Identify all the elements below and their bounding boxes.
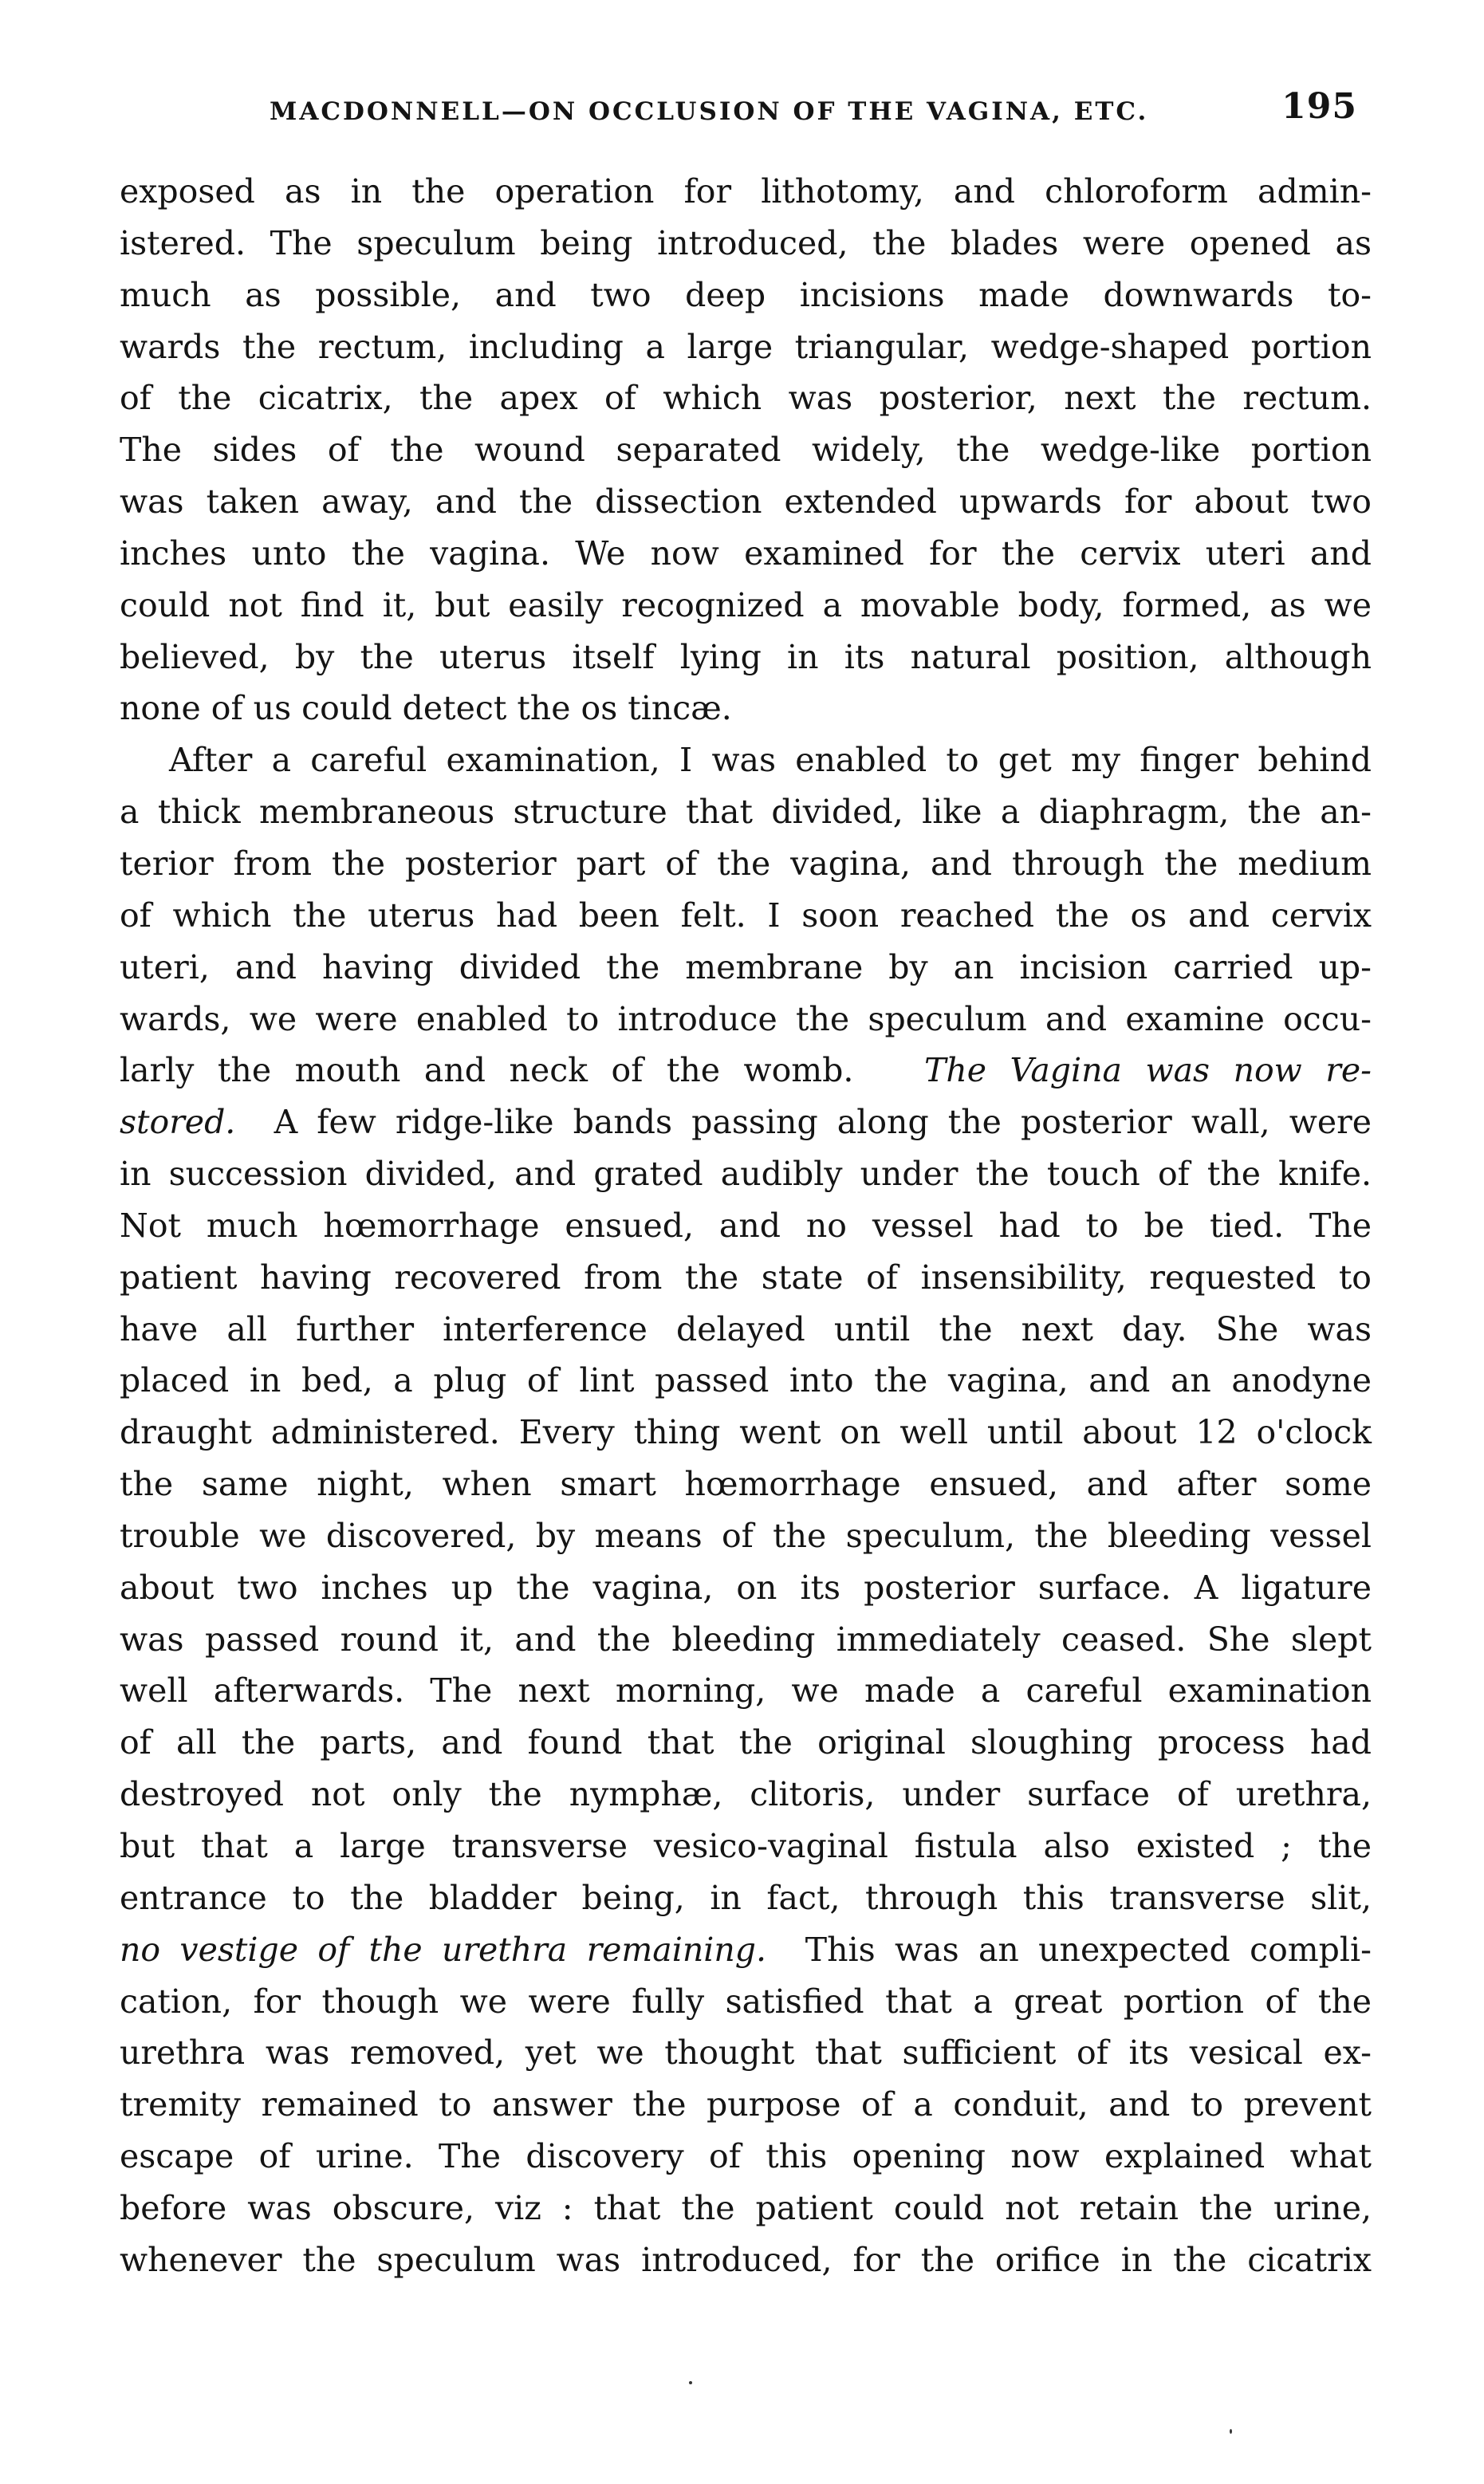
- text-line-paragraph-start: After a careful examination, I was enabled to get my finger behind: [169, 741, 1372, 780]
- text-run: larly the mouth and neck of the womb.: [120, 1051, 854, 1090]
- text-line: terior from the posterior part of the vagina, and through the medium: [120, 844, 1372, 883]
- text-line-with-italic: [120, 1045, 1372, 1096]
- running-title: MACDONNELL—ON OCCLUSION OF THE VAGINA, ETC.: [270, 97, 1149, 126]
- print-speck: [1230, 2429, 1232, 2434]
- text-line-with-italic: [120, 1924, 1372, 1976]
- text-line: The sides of the wound separated widely, the wedge-like portion: [120, 431, 1372, 470]
- text-line: istered. The speculum being introduced, the blades were opened as: [120, 223, 1372, 262]
- text-line: escape of urine. The discovery of this opening now explained what: [120, 2137, 1372, 2176]
- body-text: [120, 166, 1372, 2286]
- text-line: wards the rectum, including a large triangular, wedge-shaped portion: [120, 327, 1372, 366]
- text-line: uteri, and having divided the membrane by an incision carried up-: [120, 947, 1372, 986]
- text-line: inches unto the vagina. We now examined for the cervix uteri and: [120, 533, 1372, 573]
- page-number: 195: [1281, 86, 1357, 127]
- text-line: much as possible, and two deep incisions made downwards to-: [120, 275, 1372, 314]
- print-speck: [689, 2381, 692, 2384]
- text-line: tremity remained to answer the purpose of a conduit, and to prevent: [120, 2085, 1372, 2124]
- text-line: destroyed not only the nymphæ, clitoris, under surface of urethra,: [120, 1775, 1372, 1814]
- running-head: [263, 86, 1380, 134]
- text-line: Not much hœmorrhage ensued, and no vessel had to be tied. The: [120, 1206, 1372, 1245]
- text-line: entrance to the bladder being, in fact, through this transverse slit,: [120, 1878, 1372, 1917]
- text-line: before was obscure, viz : that the patient could not retain the urine,: [120, 2188, 1372, 2227]
- text-line-with-italic: [120, 1096, 1372, 1148]
- text-line: have all further interference delayed until the next day. She was: [120, 1309, 1372, 1348]
- text-line: was taken away, and the dissection extended upwards for about two: [120, 482, 1372, 522]
- text-run: This was an unexpected compli-: [805, 1930, 1372, 1969]
- text-line: the same night, when smart hœmorrhage ensued, and after some: [120, 1465, 1372, 1504]
- italic-phrase: The Vagina was now re-: [923, 1051, 1372, 1090]
- text-line: of all the parts, and found that the original sloughing process had: [120, 1723, 1372, 1762]
- italic-phrase: stored.: [120, 1103, 236, 1142]
- text-line: well afterwards. The next morning, we made a careful examination: [120, 1671, 1372, 1710]
- text-line: patient having recovered from the state of insensibility, requested to: [120, 1258, 1372, 1297]
- text-line: about two inches up the vagina, on its posterior surface. A ligature: [120, 1568, 1372, 1607]
- text-line: a thick membraneous structure that divided, like a diaphragm, the an-: [120, 793, 1372, 832]
- text-line: in succession divided, and grated audibly under the touch of the knife.: [120, 1155, 1372, 1194]
- text-line: could not find it, but easily recognized a movable body, formed, as we: [120, 585, 1372, 624]
- text-line-paragraph-end: none of us could detect the os tincæ.: [120, 689, 732, 728]
- text-line: urethra was removed, yet we thought that sufficient of its vesical ex-: [120, 2033, 1372, 2073]
- text-line: believed, by the uterus itself lying in its natural position, although: [120, 637, 1372, 676]
- text-line: whenever the speculum was introduced, for the orifice in the cicatrix: [120, 2240, 1372, 2279]
- text-line: was passed round it, and the bleeding immediately ceased. She slept: [120, 1620, 1372, 1659]
- text-line: wards, we were enabled to introduce the speculum and examine occu-: [120, 999, 1372, 1038]
- text-line: cation, for though we were fully satisfied that a great portion of the: [120, 1982, 1372, 2021]
- text-line: placed in bed, a plug of lint passed into the vagina, and an anodyne: [120, 1361, 1372, 1400]
- italic-phrase: no vestige of the urethra remaining.: [120, 1930, 767, 1969]
- text-line: exposed as in the operation for lithotomy, and chloroform admin-: [120, 172, 1372, 211]
- text-line: but that a large transverse vesico-vaginal fistula also existed ; the: [120, 1827, 1372, 1865]
- text-line: of which the uterus had been felt. I soon reached the os and cervix: [120, 896, 1372, 935]
- text-line: trouble we discovered, by means of the speculum, the bleeding vessel: [120, 1516, 1372, 1555]
- text-run: A few ridge-like bands passing along the posterior wall, were: [274, 1103, 1372, 1142]
- text-line: draught administered. Every thing went on well until about 12 o'clock: [120, 1413, 1372, 1452]
- text-line: of the cicatrix, the apex of which was posterior, next the rectum.: [120, 379, 1372, 418]
